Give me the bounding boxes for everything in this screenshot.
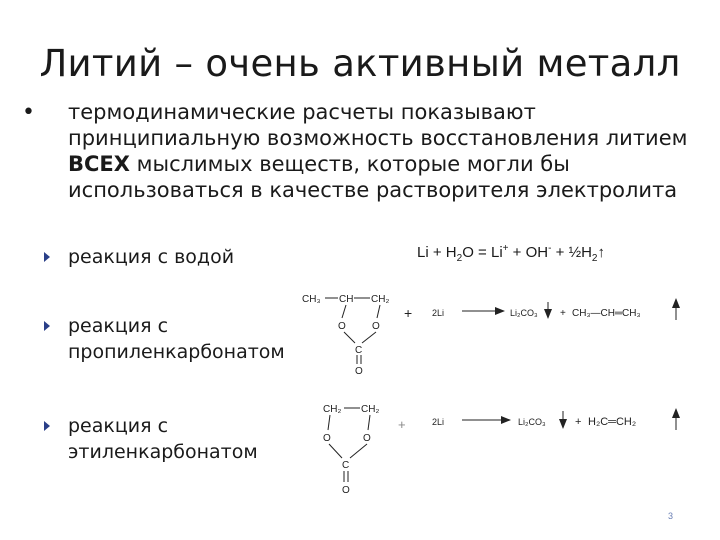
ec-o-left-label: O [323,433,331,444]
eq-oh: OH [525,244,549,261]
bond-line [342,305,346,318]
eq-h: H [445,244,457,261]
ec-plus2-sign: + [575,416,582,428]
eq-sup: + [502,243,509,254]
main-text-bold: ВСЕХ [68,152,130,176]
pc-product1-label: Li₂CO₃ [510,308,538,318]
ec-reagent-label: 2Li [432,417,445,427]
ec-product2-label: H₂C═CH₂ [588,416,637,428]
pc-ch3-label: CH₃ [302,294,321,305]
page-number: 3 [668,511,674,521]
pc-o-left-label: O [338,321,346,332]
eq-plus: + [508,244,526,261]
main-bullet-marker: • [22,100,35,125]
eq-li-ion: Li [490,244,503,261]
ec-o-bottom-label: O [342,485,350,496]
main-text-part1: термодинамические расчеты показывают принципиальную возможность восстановления литием [68,100,688,150]
bond-line [362,332,376,343]
eq-sub: 2 [456,253,463,264]
slide-title: Литий – очень активный металл [39,42,681,85]
eq-o: O [462,244,474,261]
bond-line [350,444,367,458]
eq-sup: - [548,243,552,254]
bond-line [377,305,380,318]
bond-line [368,415,370,430]
ethylene-carbonate-scheme [323,404,676,496]
pc-plus-sign: + [404,305,413,321]
propylene-carbonate-scheme [302,294,676,377]
ec-o-right-label: O [363,433,371,444]
ec-product1-label: Li₂CO₃ [518,417,546,427]
pc-ch2-label: CH₂ [371,294,390,305]
eq-li: Li [417,244,429,261]
eq-half-h: ½H [568,244,592,261]
bond-line [329,444,342,458]
ec-ch2-left-label: CH₂ [323,404,342,415]
sub-bullet-label: реакция с пропиленкарбонатом [68,315,285,363]
pc-plus2-sign: + [560,308,566,319]
eq-equals: = [473,244,491,261]
eq-plus: + [551,244,569,261]
sub-bullet-label: реакция с водой [68,246,235,268]
eq-sub: 2 [591,253,598,264]
pc-reagent-label: 2Li [432,308,445,318]
bond-line [328,415,330,430]
pc-o-right-label: O [372,321,380,332]
eq-plus: + [428,244,446,261]
pc-product2-label: CH₃—CH═CH₃ [572,308,641,319]
pc-ch-label: CH [339,294,354,305]
bond-line [344,332,355,343]
ec-c-label: C [342,460,350,471]
ec-plus-sign: + [398,417,406,432]
main-text-part2: мыслимых веществ, которые могли бы использоваться в качестве растворителя электролита [68,152,678,202]
pc-o-bottom-label: O [355,366,363,377]
gas-arrow-icon: ↑ [597,244,605,261]
pc-c-label: C [355,345,363,356]
ec-ch2-right-label: CH₂ [361,404,380,415]
sub-bullet-label: реакция с этиленкарбонатом [68,415,258,463]
